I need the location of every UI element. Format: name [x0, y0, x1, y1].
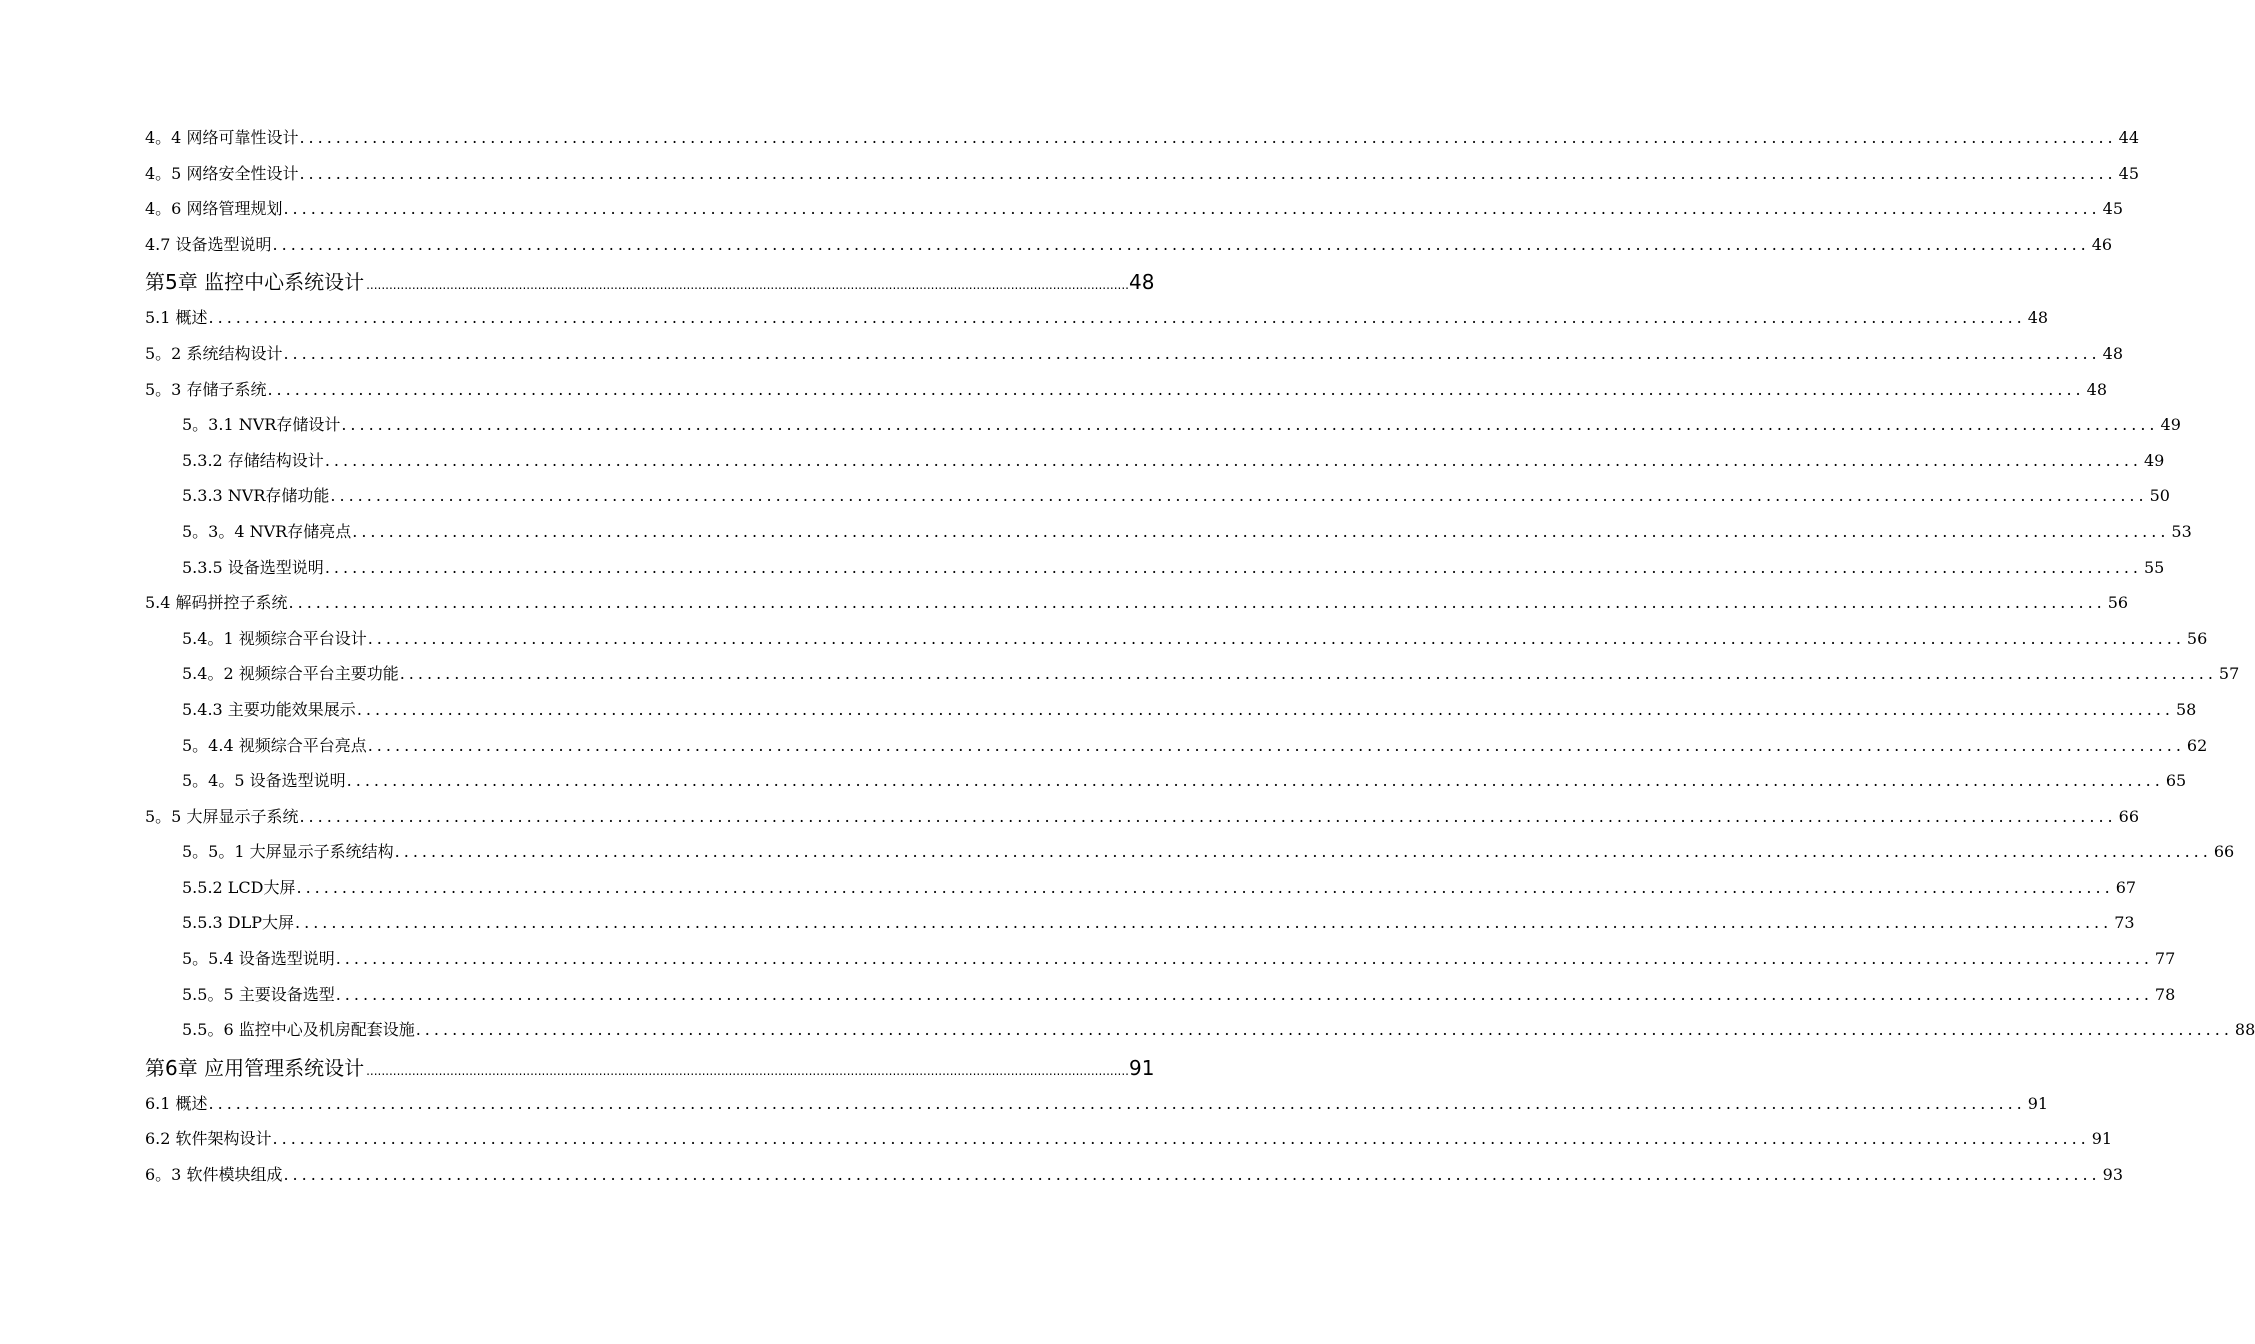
toc-entry-page: 48: [2102, 343, 2123, 363]
toc-entry-page: 88: [2234, 1020, 2255, 1040]
toc-entry-title: 5.1 概述: [145, 308, 208, 328]
toc-entry-title: 6。3 软件模块组成: [145, 1165, 283, 1185]
dot-leader: ........................................................................................................................................................................................................: [366, 1063, 1129, 1078]
toc-subentry[interactable]: [145, 518, 2192, 554]
dot-leader: ........................................................................................................................................................................................................: [299, 806, 2117, 826]
dot-leader: ........................................................................................................................................................................................................: [394, 842, 2212, 862]
toc-entry-title: 5.4。1 视频综合平台设计: [182, 628, 367, 648]
toc-entry-title: 5.4 解码拼控子系统: [145, 593, 288, 613]
toc-entry-page: 56: [2186, 628, 2208, 648]
toc-entry[interactable]: [145, 803, 2139, 839]
toc-entry[interactable]: [145, 376, 2107, 412]
dot-leader: ........................................................................................................................................................................................................: [352, 521, 2170, 541]
toc-entry[interactable]: [145, 1161, 2123, 1197]
toc-subentry[interactable]: [145, 767, 2187, 803]
toc-subentry[interactable]: [145, 945, 2176, 981]
toc-subentry[interactable]: [145, 554, 2165, 590]
toc-subentry[interactable]: [145, 732, 2208, 768]
toc-entry-title: 5。2 系统结构设计: [145, 343, 283, 363]
dot-leader: ........................................................................................................................................................................................................: [208, 308, 2026, 328]
toc-entry[interactable]: [145, 124, 2139, 160]
toc-entry-title: 5.5.3 DLP大屏: [182, 913, 295, 933]
toc-entry-title: 5。5.4 设备选型说明: [182, 949, 335, 969]
dot-leader: ........................................................................................................................................................................................................: [283, 199, 2101, 219]
toc-entry-page: 93: [2102, 1165, 2123, 1185]
toc-entry-title: 5.3.5 设备选型说明: [182, 557, 324, 577]
toc-entry-page: 58: [2176, 699, 2197, 719]
toc-entry-page: 46: [2091, 234, 2113, 254]
toc-entry-page: 49: [2144, 450, 2165, 470]
dot-leader: ........................................................................................................................................................................................................: [356, 699, 2174, 719]
toc-entry-page: 62: [2186, 735, 2208, 755]
toc-subentry[interactable]: [145, 909, 2135, 945]
toc-entry-title: 4.7 设备选型说明: [145, 234, 272, 254]
toc-entry-page: 91: [2091, 1129, 2113, 1149]
toc-entry-page: 56: [2107, 593, 2129, 613]
dot-leader: ........................................................................................................................................................................................................: [415, 1020, 2233, 1040]
toc-entry-page: 66: [2213, 842, 2235, 862]
dot-leader: ........................................................................................................................................................................................................: [288, 593, 2106, 613]
toc-entry-page: 49: [2160, 415, 2181, 435]
toc-entry[interactable]: [145, 1125, 2113, 1161]
toc-entry-page: 45: [2118, 163, 2139, 183]
dot-leader: ........................................................................................................................................................................................................: [330, 486, 2148, 506]
toc-entry-title: 4。5 网络安全性设计: [145, 163, 299, 183]
toc-entry[interactable]: [145, 340, 2123, 376]
dot-leader: ........................................................................................................................................................................................................: [267, 379, 2085, 399]
toc-entry-title: 4。4 网络可靠性设计: [145, 128, 299, 147]
dot-leader: ........................................................................................................................................................................................................: [341, 415, 2159, 435]
toc-entry[interactable]: [145, 1090, 2049, 1126]
dot-leader: ........................................................................................................................................................................................................: [367, 735, 2185, 755]
toc-entry-page: 77: [2154, 949, 2176, 969]
toc-entry-title: 5.4.3 主要功能效果展示: [182, 699, 356, 719]
toc-entry-title: 5.5.2 LCD大屏: [182, 877, 296, 897]
toc-entry-title: 5。3。4 NVR存储亮点: [182, 521, 352, 541]
toc-subentry[interactable]: [145, 981, 2176, 1017]
toc-entry[interactable]: [145, 160, 2139, 196]
toc-chapter-title: 第5章 监控中心系统设计: [145, 270, 365, 295]
table-of-contents: [145, 124, 2255, 1197]
toc-entry-title: 4。6 网络管理规划: [145, 199, 283, 219]
dot-leader: ........................................................................................................................................................................................................: [272, 234, 2090, 254]
toc-subentry[interactable]: [145, 838, 2235, 874]
dot-leader: ........................................................................................................................................................................................................: [295, 913, 2113, 933]
dot-leader: ........................................................................................................................................................................................................: [366, 278, 1129, 293]
dot-leader: ........................................................................................................................................................................................................: [208, 1093, 2026, 1113]
dot-leader: ........................................................................................................................................................................................................: [367, 628, 2185, 648]
toc-entry-page: 73: [2114, 913, 2135, 933]
dot-leader: ........................................................................................................................................................................................................: [299, 128, 2117, 147]
toc-chapter-page: 91: [1128, 1055, 1155, 1080]
toc-subentry[interactable]: [145, 874, 2137, 910]
toc-entry-title: 5。5。1 大屏显示子系统结构: [182, 842, 394, 862]
toc-entry-page: 50: [2149, 486, 2170, 506]
toc-entry-page: 48: [2086, 379, 2107, 399]
toc-subentry[interactable]: [145, 696, 2197, 732]
toc-entry-title: 5。4.4 视频综合平台亮点: [182, 735, 367, 755]
toc-entry-title: 5.5。5 主要设备选型: [182, 984, 335, 1004]
toc-subentry[interactable]: [145, 625, 2208, 661]
toc-entry-page: 48: [2027, 308, 2049, 328]
toc-entry-title: 5。3 存储子系统: [145, 379, 267, 399]
toc-subentry[interactable]: [145, 411, 2181, 447]
toc-entry-page: 78: [2154, 984, 2176, 1004]
toc-entry[interactable]: [145, 231, 2113, 267]
toc-entry-page: 53: [2171, 521, 2192, 541]
toc-entry-page: 55: [2144, 557, 2165, 577]
toc-entry-title: 5.3.3 NVR存储功能: [182, 486, 330, 506]
toc-entry-page: 45: [2102, 199, 2123, 219]
toc-chapter-entry[interactable]: [145, 1052, 1155, 1090]
toc-entry-page: 44: [2118, 128, 2139, 147]
toc-entry-page: 57: [2218, 664, 2240, 684]
toc-entry-title: 5.5。6 监控中心及机房配套设施: [182, 1020, 415, 1040]
toc-entry[interactable]: [145, 304, 2049, 340]
toc-entry-title: 5.3.2 存储结构设计: [182, 450, 324, 470]
dot-leader: ........................................................................................................................................................................................................: [272, 1129, 2090, 1149]
toc-subentry[interactable]: [145, 660, 2240, 696]
dot-leader: ........................................................................................................................................................................................................: [324, 557, 2142, 577]
dot-leader: ........................................................................................................................................................................................................: [283, 343, 2101, 363]
toc-entry-title: 5。3.1 NVR存储设计: [182, 415, 341, 435]
toc-entry-title: 5。4。5 设备选型说明: [182, 771, 346, 791]
toc-entry-page: 91: [2027, 1093, 2049, 1113]
dot-leader: ........................................................................................................................................................................................................: [283, 1165, 2101, 1185]
toc-subentry[interactable]: [145, 1016, 2255, 1052]
toc-entry[interactable]: [145, 195, 2123, 231]
toc-chapter-title: 第6章 应用管理系统设计: [145, 1055, 365, 1080]
toc-entry[interactable]: [145, 589, 2129, 625]
toc-entry-page: 67: [2115, 877, 2137, 897]
toc-chapter-entry[interactable]: [145, 266, 1155, 304]
dot-leader: ........................................................................................................................................................................................................: [335, 984, 2153, 1004]
dot-leader: ........................................................................................................................................................................................................: [324, 450, 2142, 470]
toc-entry-title: 5.4。2 视频综合平台主要功能: [182, 664, 399, 684]
dot-leader: ........................................................................................................................................................................................................: [399, 664, 2217, 684]
dot-leader: ........................................................................................................................................................................................................: [335, 949, 2153, 969]
toc-chapter-page: 48: [1128, 270, 1155, 295]
toc-entry-title: 5。5 大屏显示子系统: [145, 806, 299, 826]
toc-subentry[interactable]: [145, 447, 2165, 483]
dot-leader: ........................................................................................................................................................................................................: [299, 163, 2117, 183]
toc-entry-title: 6.1 概述: [145, 1093, 208, 1113]
toc-subentry[interactable]: [145, 482, 2170, 518]
toc-entry-page: 66: [2118, 806, 2139, 826]
dot-leader: ........................................................................................................................................................................................................: [296, 877, 2114, 897]
dot-leader: ........................................................................................................................................................................................................: [346, 771, 2164, 791]
toc-entry-page: 65: [2165, 771, 2187, 791]
toc-entry-title: 6.2 软件架构设计: [145, 1129, 272, 1149]
